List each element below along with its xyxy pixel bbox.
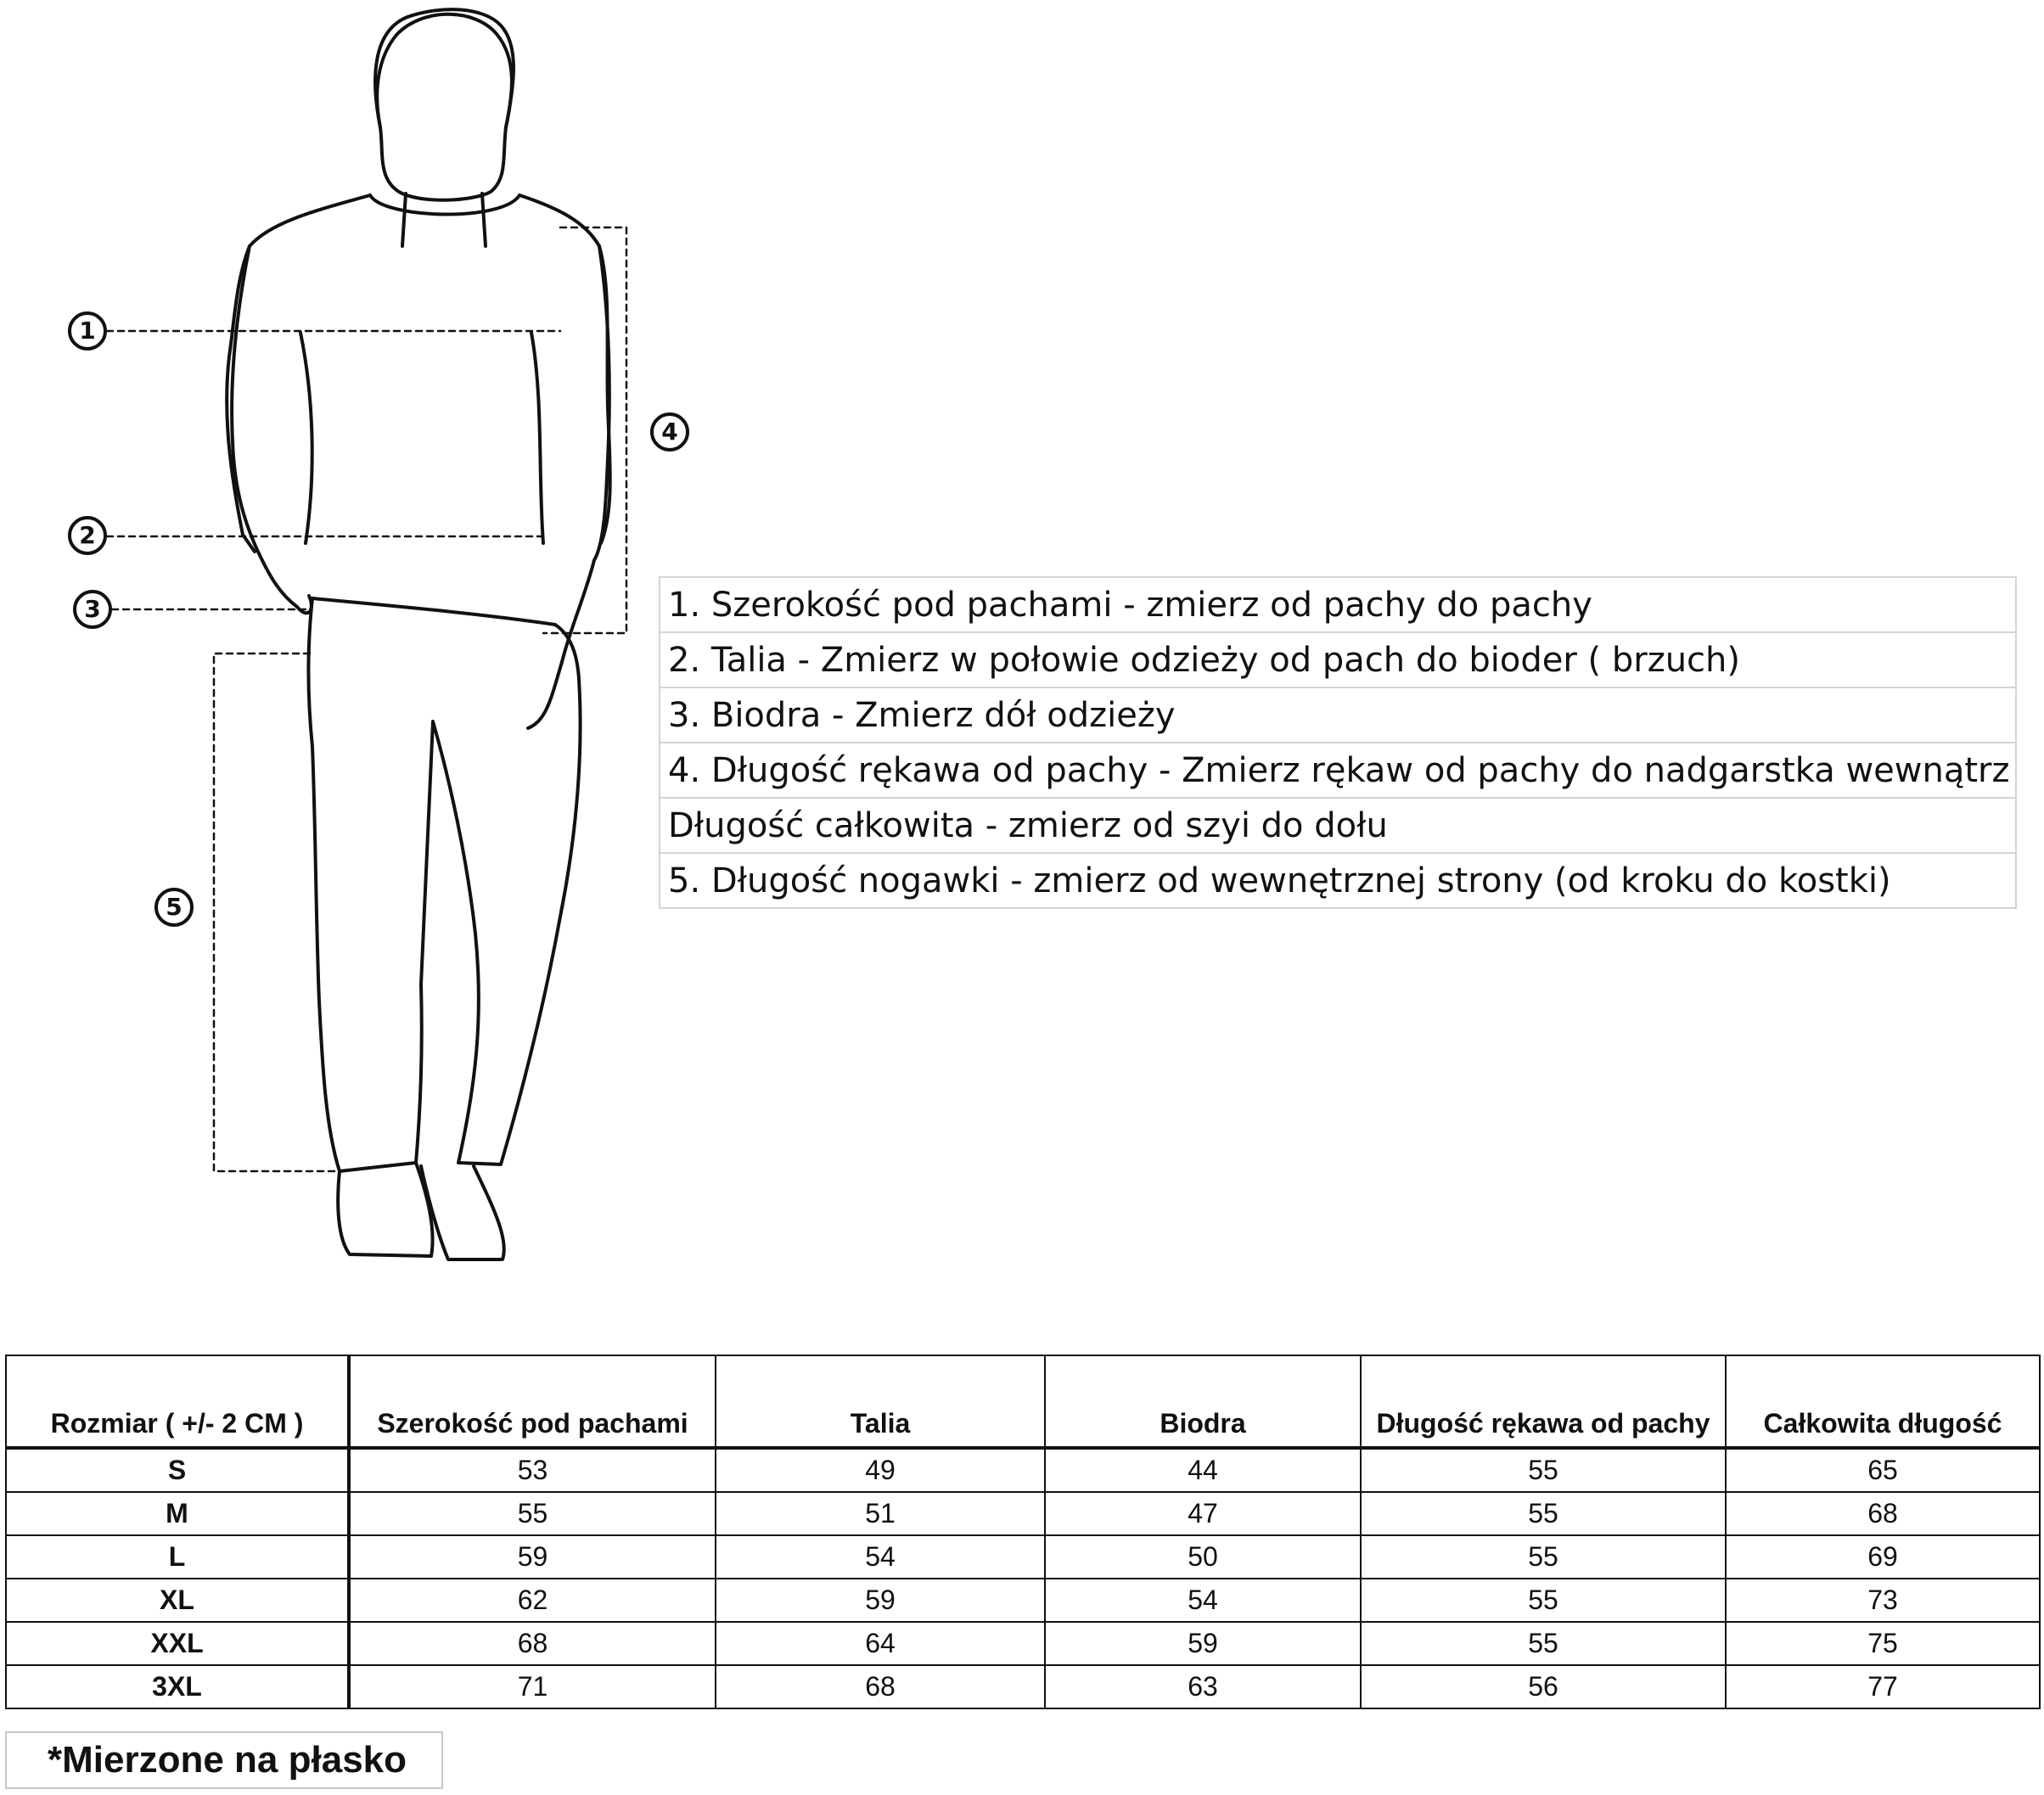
legend-item-hips: 3. Biodra - Zmierz dół odzieży [660, 687, 2016, 743]
legend-row [660, 743, 2016, 798]
marker-5: 5 [154, 888, 194, 927]
size-cell: L [6, 1535, 349, 1579]
table-cell: 65 [1726, 1448, 2040, 1492]
table-cell: 59 [1045, 1622, 1361, 1665]
table-cell: 71 [349, 1665, 716, 1708]
table-cell: 56 [1361, 1665, 1726, 1708]
table-row [6, 1535, 2040, 1579]
legend-item-waist: 2. Talia - Zmierz w połowie odzieży od pach do bioder ( brzuch) [660, 632, 2016, 687]
table-row [6, 1492, 2040, 1535]
table-cell: 54 [716, 1535, 1045, 1579]
legend-row [660, 853, 2016, 908]
figure-left-arm [232, 246, 312, 613]
table-row [6, 1665, 2040, 1708]
table-cell: 63 [1045, 1665, 1361, 1708]
marker-2: 2 [68, 516, 107, 555]
header-sleeve-length: Długość rękawa od pachy [1361, 1355, 1726, 1448]
size-cell: S [6, 1448, 349, 1492]
size-cell: XXL [6, 1622, 349, 1665]
table-cell: 55 [1361, 1535, 1726, 1579]
legend-row [660, 687, 2016, 743]
table-cell: 73 [1726, 1579, 2040, 1622]
body-measurement-figure [0, 0, 747, 1273]
marker-3: 3 [73, 590, 112, 629]
table-cell: 55 [1361, 1448, 1726, 1492]
table-cell: 59 [716, 1579, 1045, 1622]
legend-item-total-length: Długość całkowita - zmierz od szyi do dołu [660, 798, 2016, 853]
table-cell: 64 [716, 1622, 1045, 1665]
legend-item-leg-length: 5. Długość nogawki - zmierz od wewnętrznej strony (od kroku do kostki) [660, 853, 2016, 908]
figure-hem [312, 598, 555, 625]
legend-row [660, 632, 2016, 687]
table-cell: 77 [1726, 1665, 2040, 1708]
table-cell: 55 [1361, 1492, 1726, 1535]
marker-4: 4 [650, 412, 689, 452]
table-cell: 55 [349, 1492, 716, 1535]
legend-item-underarm-width: 1. Szerokość pod pachami - zmierz od pachy do pachy [660, 577, 2016, 632]
table-cell: 50 [1045, 1535, 1361, 1579]
measured-flat-note: *Mierzone na płasko [5, 1731, 443, 1789]
header-hips: Biodra [1045, 1355, 1361, 1448]
table-header-row [6, 1355, 2040, 1448]
figure-pants [309, 598, 581, 1171]
size-cell: M [6, 1492, 349, 1535]
table-cell: 69 [1726, 1535, 2040, 1579]
size-chart-table [5, 1355, 2041, 1709]
table-cell: 51 [716, 1492, 1045, 1535]
table-cell: 59 [349, 1535, 716, 1579]
header-waist: Talia [716, 1355, 1045, 1448]
guide-4-bracket [543, 227, 626, 633]
table-cell: 68 [716, 1665, 1045, 1708]
legend-row [660, 577, 2016, 632]
table-cell: 44 [1045, 1448, 1361, 1492]
table-row [6, 1579, 2040, 1622]
table-cell: 62 [349, 1579, 716, 1622]
legend-row [660, 798, 2016, 853]
size-cell: 3XL [6, 1665, 349, 1708]
header-total-length: Całkowita długość [1726, 1355, 2040, 1448]
table-cell: 53 [349, 1448, 716, 1492]
header-size: Rozmiar ( +/- 2 CM ) [6, 1355, 349, 1448]
figure-torso [227, 195, 610, 552]
table-cell: 68 [349, 1622, 716, 1665]
figure-collar [370, 195, 519, 215]
guide-5-bracket [214, 653, 340, 1171]
table-row [6, 1448, 2040, 1492]
table-row [6, 1622, 2040, 1665]
figure-head [377, 14, 512, 200]
figure-left-shoe [338, 1163, 432, 1256]
table-cell: 68 [1726, 1492, 2040, 1535]
size-cell: XL [6, 1579, 349, 1622]
table-cell: 75 [1726, 1622, 2040, 1665]
measurement-legend [659, 576, 2017, 909]
table-cell: 54 [1045, 1579, 1361, 1622]
legend-item-sleeve-length: 4. Długość rękawa od pachy - Zmierz rękaw od pachy do nadgarstka wewnątrz [660, 743, 2016, 798]
header-underarm-width: Szerokość pod pachami [349, 1355, 716, 1448]
table-cell: 47 [1045, 1492, 1361, 1535]
table-cell: 55 [1361, 1579, 1726, 1622]
marker-1: 1 [68, 311, 107, 351]
table-cell: 49 [716, 1448, 1045, 1492]
figure-hair [375, 9, 514, 127]
table-cell: 55 [1361, 1622, 1726, 1665]
